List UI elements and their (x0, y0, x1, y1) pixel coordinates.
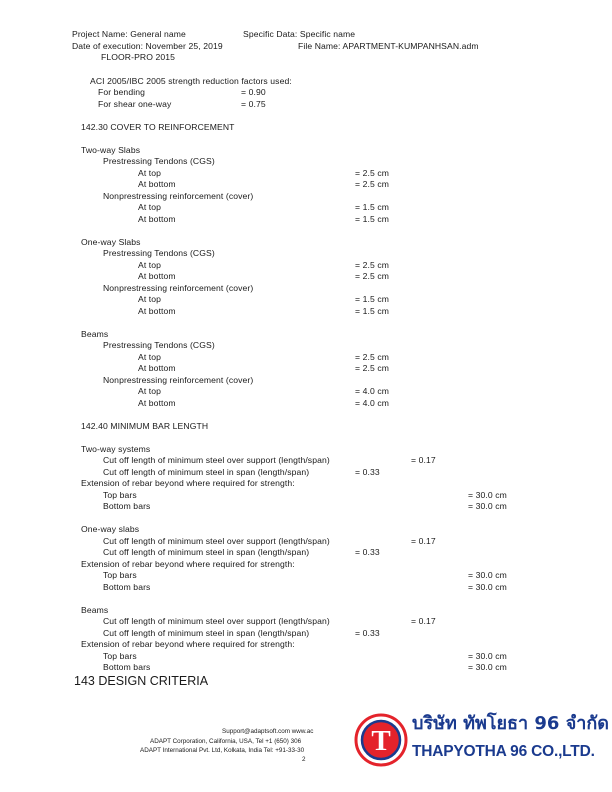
two-way-bottom-bars-label: Bottom bars (103, 501, 151, 511)
beams-nonpre-bottom-value: = 4.0 cm (355, 398, 389, 408)
two-way-slabs-title: Two-way Slabs (81, 145, 141, 155)
design-criteria-heading: 143 DESIGN CRITERIA (74, 674, 209, 688)
company-logo (354, 709, 609, 771)
beams-tendon-top-value: = 2.5 cm (355, 352, 389, 362)
one-way-nonpre: Nonprestressing reinforcement (cover) (103, 283, 254, 293)
one-way-tendons: Prestressing Tendons (CGS) (103, 248, 215, 258)
beams-cover-title: Beams (81, 329, 109, 339)
one-way-nonpre-top-label: At top (138, 294, 162, 304)
beams-tendon-top-label: At top (138, 352, 162, 362)
beams-top-bars-value: = 30.0 cm (468, 651, 507, 661)
two-way-extension: Extension of rebar beyond where required for strength: (81, 478, 295, 488)
two-way-cut-span-value: = 0.33 (355, 467, 380, 477)
beams-extension: Extension of rebar beyond where required for strength: (81, 639, 295, 649)
two-way-nonpre-bottom-label: At bottom (138, 214, 176, 224)
beams-nonpre-bottom-label: At bottom (138, 398, 176, 408)
cover-heading: 142.30 COVER TO REINFORCEMENT (81, 122, 235, 132)
one-way-nonpre-bottom-label: At bottom (138, 306, 176, 316)
bending-value: = 0.90 (241, 87, 266, 97)
one-way-cut-support-label: Cut off length of minimum steel over support (length/span) (103, 536, 330, 546)
logo-thai-name: บริษัท ทัพโยธา 96 จำกัด (412, 713, 609, 734)
file-name: File Name: APARTMENT-KUMPANHSAN.adm (298, 41, 479, 51)
footer-support: Support@adaptsoft.com www.ac (222, 728, 314, 735)
bar-length-heading: 142.40 MINIMUM BAR LENGTH (81, 421, 209, 431)
one-way-top-bars-label: Top bars (103, 570, 137, 580)
one-way-tendon-bottom-value: = 2.5 cm (355, 271, 389, 281)
one-way-cut-support-value: = 0.17 (411, 536, 436, 546)
logo-english-name: THAPYOTHA 96 CO.,LTD. (412, 743, 595, 760)
two-way-bottom-bars-value: = 30.0 cm (468, 501, 507, 511)
one-way-nonpre-bottom-value: = 1.5 cm (355, 306, 389, 316)
beams-cut-span-label: Cut off length of minimum steel in span (length/span) (103, 628, 310, 638)
project-name: Project Name: General name (72, 29, 186, 39)
two-way-tendon-top-label: At top (138, 168, 162, 178)
one-way-top-bars-value: = 30.0 cm (468, 570, 507, 580)
beams-nonpre-top-value: = 4.0 cm (355, 386, 389, 396)
beams-cut-support-value: = 0.17 (411, 616, 436, 626)
two-way-cut-support-value: = 0.17 (411, 455, 436, 465)
beams-bottom-bars-label: Bottom bars (103, 662, 151, 672)
one-way-extension: Extension of rebar beyond where required for strength: (81, 559, 295, 569)
one-way-tendon-top-label: At top (138, 260, 162, 270)
two-way-tendon-bottom-value: = 2.5 cm (355, 179, 389, 189)
one-way-bottom-bars-value: = 30.0 cm (468, 582, 507, 592)
page-number: 2 (302, 756, 306, 763)
specific-data: Specific Data: Specific name (243, 29, 356, 39)
logo-letter: T (371, 725, 391, 757)
beams-top-bars-label: Top bars (103, 651, 137, 661)
one-way-cut-span-value: = 0.33 (355, 547, 380, 557)
execution-date: Date of execution: November 25, 2019 (72, 41, 223, 51)
beams-cut-support-label: Cut off length of minimum steel over support (length/span) (103, 616, 330, 626)
beams-tendons: Prestressing Tendons (CGS) (103, 340, 215, 350)
one-way-tendon-bottom-label: At bottom (138, 271, 176, 281)
one-way-bottom-bars-label: Bottom bars (103, 582, 151, 592)
footer-international: ADAPT International Pvt. Ltd, Kolkata, India Tel: +91-33-30 (140, 747, 305, 754)
one-way-slabs-bar-title: One-way slabs (81, 524, 140, 534)
two-way-cut-span-label: Cut off length of minimum steel in span (length/span) (103, 467, 310, 477)
two-way-nonpre-bottom-value: = 1.5 cm (355, 214, 389, 224)
two-way-nonpre: Nonprestressing reinforcement (cover) (103, 191, 254, 201)
bending-label: For bending (98, 87, 145, 97)
beams-nonpre: Nonprestressing reinforcement (cover) (103, 375, 254, 385)
two-way-tendons: Prestressing Tendons (CGS) (103, 156, 215, 166)
beams-tendon-bottom-value: = 2.5 cm (355, 363, 389, 373)
two-way-top-bars-value: = 30.0 cm (468, 490, 507, 500)
one-way-tendon-top-value: = 2.5 cm (355, 260, 389, 270)
beams-bar-title: Beams (81, 605, 109, 615)
footer-corporation: ADAPT Corporation, California, USA, Tel +1 (650) 306 (150, 738, 302, 745)
one-way-nonpre-top-value: = 1.5 cm (355, 294, 389, 304)
two-way-systems-title: Two-way systems (81, 444, 151, 454)
one-way-cut-span-label: Cut off length of minimum steel in span (length/span) (103, 547, 310, 557)
beams-nonpre-top-label: At top (138, 386, 162, 396)
beams-cut-span-value: = 0.33 (355, 628, 380, 638)
two-way-cut-support-label: Cut off length of minimum steel over support (length/span) (103, 455, 330, 465)
one-way-slabs-title: One-way Slabs (81, 237, 141, 247)
two-way-top-bars-label: Top bars (103, 490, 137, 500)
two-way-nonpre-top-label: At top (138, 202, 162, 212)
factors-title: ACI 2005/IBC 2005 strength reduction factors used: (90, 76, 292, 86)
shear-label: For shear one-way (98, 99, 172, 109)
software-name: FLOOR-PRO 2015 (101, 52, 175, 62)
shear-value: = 0.75 (241, 99, 266, 109)
two-way-nonpre-top-value: = 1.5 cm (355, 202, 389, 212)
two-way-tendon-top-value: = 2.5 cm (355, 168, 389, 178)
beams-tendon-bottom-label: At bottom (138, 363, 176, 373)
two-way-tendon-bottom-label: At bottom (138, 179, 176, 189)
beams-bottom-bars-value: = 30.0 cm (468, 662, 507, 672)
